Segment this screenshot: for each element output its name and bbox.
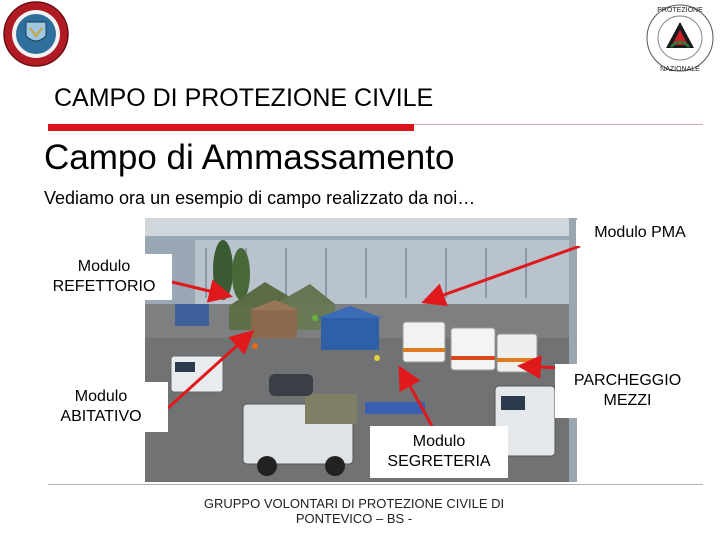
label-modulo-segreteria [370, 426, 508, 478]
label-segreteria-line1: Modulo [412, 433, 466, 450]
footer-divider [48, 484, 703, 485]
header-accent-bar [48, 124, 414, 131]
label-parcheggio-mezzi [555, 364, 700, 418]
footer [180, 496, 528, 526]
protezione-civile-nazionale-icon [642, 0, 720, 76]
footer-line1: GRUPPO VOLONTARI DI PROTEZIONE CIVILE DI [203, 496, 505, 511]
label-abitativo-line1: Modulo [74, 388, 128, 405]
footer-line2: PONTEVICO – BS - [295, 511, 413, 526]
label-modulo-pma [576, 220, 704, 246]
municipal-crest-icon [0, 0, 72, 70]
label-refettorio-line1: Modulo [77, 258, 131, 275]
svg-text:PROTEZIONE: PROTEZIONE [657, 7, 703, 14]
label-segreteria-line2: SEGRETERIA [387, 453, 491, 470]
svg-text:NAZIONALE: NAZIONALE [660, 66, 700, 73]
label-modulo-refettorio [36, 254, 172, 300]
label-modulo-abitativo [34, 382, 168, 432]
slide-title: Campo di Ammassamento [44, 138, 455, 177]
label-abitativo-line2: ABITATIVO [60, 408, 142, 425]
label-refettorio-line2: REFETTORIO [52, 278, 156, 295]
slide-subtitle: Vediamo ora un esempio di campo realizzato da noi… [44, 188, 476, 208]
label-parcheggio-line2: MEZZI [603, 392, 652, 409]
camp-photo [145, 218, 577, 482]
label-modulo-pma-text: Modulo PMA [594, 224, 686, 241]
header-title: CAMPO DI PROTEZIONE CIVILE [54, 84, 434, 112]
label-parcheggio-line1: PARCHEGGIO [573, 372, 682, 389]
